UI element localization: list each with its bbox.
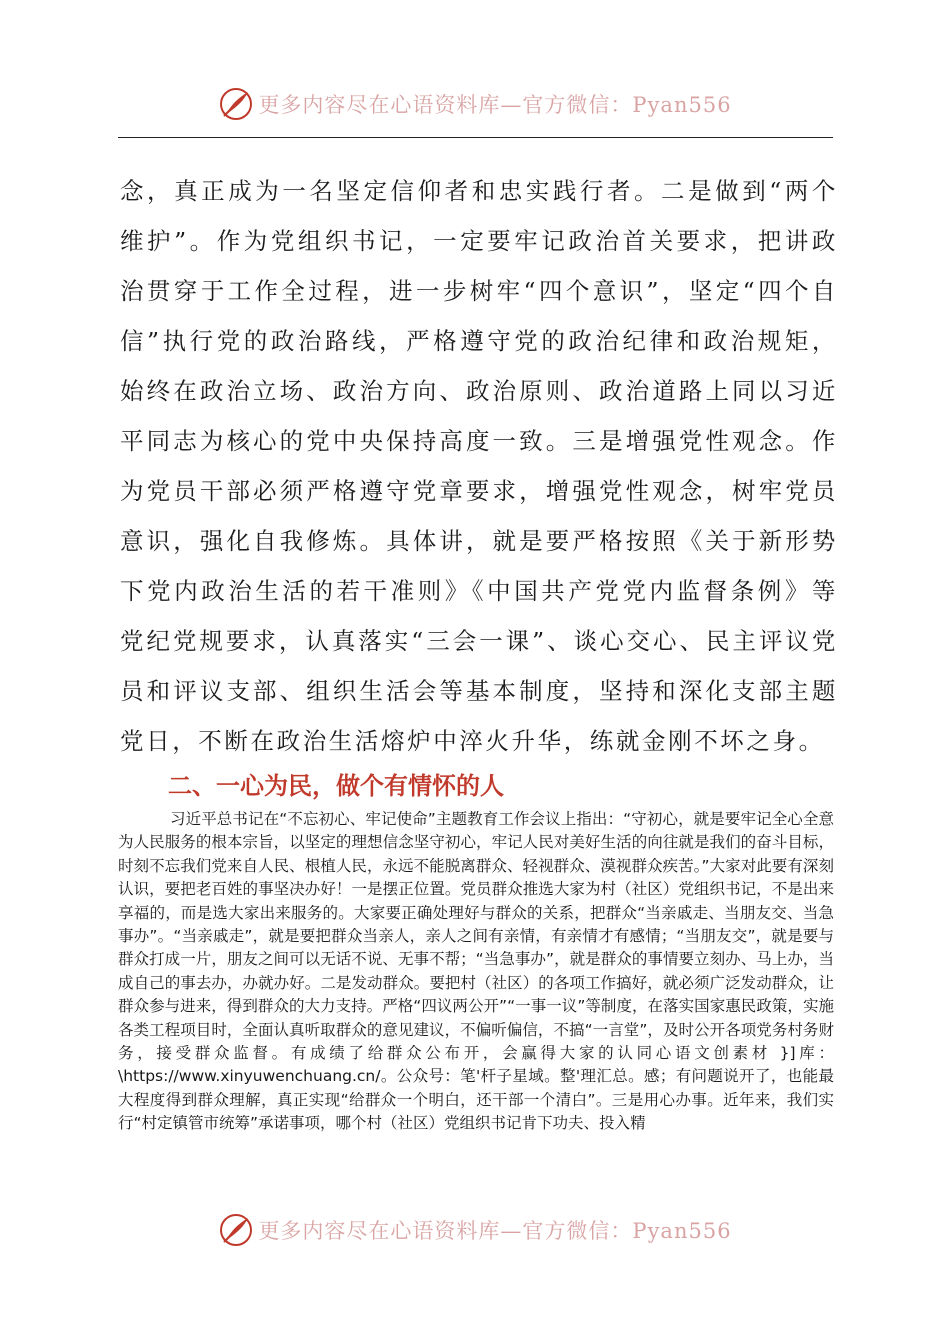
header-banner bbox=[0, 84, 950, 124]
footer-banner bbox=[0, 1210, 950, 1250]
quill-logo-icon bbox=[218, 86, 254, 122]
header-banner-text: 更多内容尽在心语资料库—官方微信：Pyan556 bbox=[258, 93, 732, 117]
section-heading: 二、一心为民，做个有情怀的人 bbox=[168, 772, 504, 800]
footer-banner-text: 更多内容尽在心语资料库—官方微信：Pyan556 bbox=[258, 1219, 732, 1243]
header-divider bbox=[118, 137, 833, 138]
body-paragraph-2: 习近平总书记在“不忘初心、牢记使命”主题教育工作会议上指出：“守初心，就是要牢记全心全意为人民服务的根本宗旨，以坚定的理想信念坚守初心，牢记人民对美好生活的向往就是我们的奋斗目标，时刻不忘我们党来自人民、根植人民，永远不能脱离群众、轻视群众、漠视群众疾苦。”大家对此要有深刻认识，要把老百姓的事坚决办好！一是摆正位置。党员群众推选大家为村（社区）党组织书记，不是出来享福的，而是选大家出来服务的。大家要正确处理好与群众的关系，把群众“当亲戚走、当朋友交、当急事办”。“当亲戚走”，就是要把群众当亲人，亲人之间有亲情，有亲情才有感情；“当朋友交”，就是要与群众打成一片，朋友之间可以无话不说、无事不帮；“当急事办”，就是群众的事情要立刻办、马上办，当成自己的事去办，办就办好。二是发动群众。要把村（社区）的各项工作搞好，就必须广泛发动群众，让群众参与进来，得到群众的大力支持。严格“四议两公开”“一事一议”等制度，在落实国家惠民政策，实施各类工程项目时，全面认真听取群众的意见建议，不偏听偏信，不搞“一言堂”，及时公开各项党务村务财务，接受群众监督。有成绩了给群众公布开，会赢得大家的认同心语文创素材 }]库：\https://www.xinyuwenchuang.cn/。公众号：笔'杆子星域。整'理汇总。感；有问题说开了，也能最大程度得到群众理解，真正实现“给群众一个明白，还干部一个清白”。三是用心办事。近年来，我们实行“村定镇管市统筹”承诺事项，哪个村（社区）党组织书记肯下功夫、投入精 bbox=[118, 810, 834, 1133]
quill-logo-icon bbox=[218, 1212, 254, 1248]
body-paragraph-1: 念，真正成为一名坚定信仰者和忠实践行者。二是做到“两个维护”。作为党组织书记，一定要牢记政治首关要求，把讲政治贯穿于工作全过程，进一步树牢“四个意识”，坚定“四个自信”执行党的政治路线，严格遵守党的政治纪律和政治规矩，始终在政治立场、政治方向、政治原则、政治道路上同以习近平同志为核心的党中央保持高度一致。三是增强党性观念。作为党员干部必须严格遵守党章要求，增强党性观念，树牢党员意识，强化自我修炼。具体讲，就是要严格按照《关于新形势下党内政治生活的若干准则》《中国共产党党内监督条例》等党纪党规要求，认真落实“三会一课”、谈心交心、民主评议党员和评议支部、组织生活会等基本制度，坚持和深化支部主题党日，不断在政治生活熔炉中淬火升华，练就金刚不坏之身。 bbox=[120, 177, 838, 755]
